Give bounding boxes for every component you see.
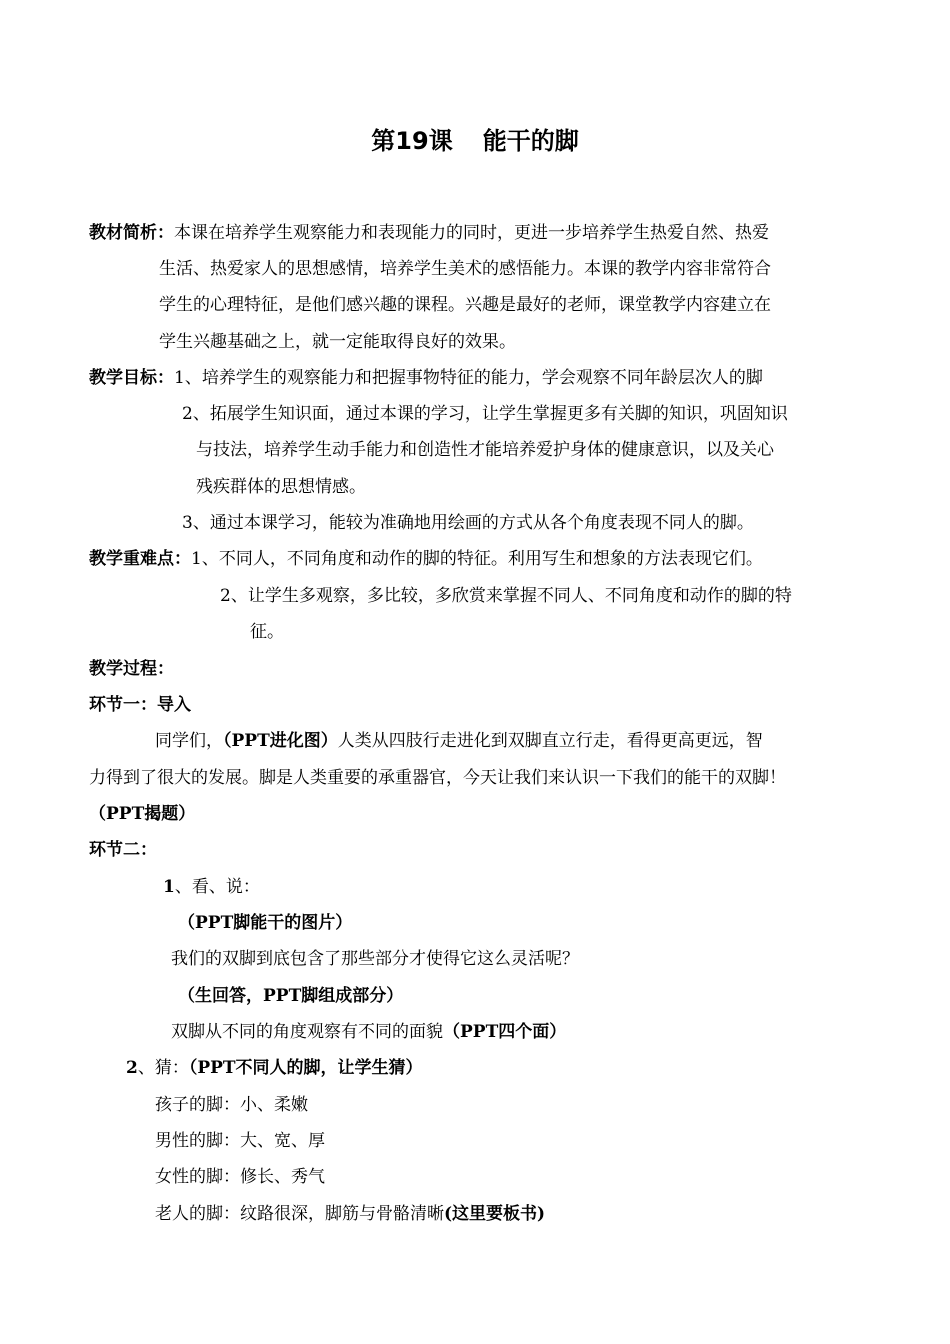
step2-question-1: 我们的双脚到底包含了那些部分才使得它这么灵活呢？	[171, 949, 579, 969]
step1-paragraph-line-1: 同学们，（PPT进化图）人类从四肢行走进化到双脚直立行走，看得更高更远，智	[155, 731, 763, 751]
goals-line-4: 残疾群体的思想情感。	[196, 477, 366, 497]
process-heading: 教学过程：	[89, 659, 174, 679]
feet-item-female: 女性的脚：修长、秀气	[155, 1167, 325, 1187]
intro-line-3: 学生的心理特征，是他们感兴趣的课程。兴趣是最好的老师，课堂教学内容建立在	[159, 295, 771, 315]
goals-line-2: 2、拓展学生知识面，通过本课的学习，让学生掌握更多有关脚的知识，巩固知识	[182, 404, 788, 424]
intro-line-2: 生活、热爱家人的思想感情，培养学生美术的感悟能力。本课的教学内容非常符合	[159, 259, 771, 279]
lesson-number: 第19课	[371, 127, 453, 155]
feet-item-elder: 老人的脚：纹路很深，脚筋与骨骼清晰(这里要板书)	[155, 1204, 546, 1224]
keypoints-label: 教学重难点：	[89, 549, 191, 569]
feet-item-male: 男性的脚：大、宽、厚	[155, 1131, 325, 1151]
keypoints-line-3: 征。	[250, 622, 284, 642]
intro-line-1: 教材简析：本课在培养学生观察能力和表现能力的同时，更进一步培养学生热爱自然、热爱	[89, 223, 769, 243]
goals-line-5: 3、通过本课学习，能较为准确地用绘画的方式从各个角度表现不同人的脚。	[182, 513, 754, 533]
keypoints-line-2: 2、让学生多观察，多比较，多欣赏来掌握不同人、不同角度和动作的脚的特	[220, 586, 792, 606]
keypoints-line-1: 教学重难点：1、不同人，不同角度和动作的脚的特征。利用写生和想象的方法表现它们。	[89, 549, 763, 569]
step1-paragraph-line-2: 力得到了很大的发展。脚是人类重要的承重器官，今天让我们来认识一下我们的能干的双脚！	[89, 768, 786, 788]
intro-label: 教材简析：	[89, 223, 174, 243]
step2-answer-1: （生回答，PPT脚组成部分）	[178, 986, 404, 1006]
step2-item2: 2、猜：（PPT不同人的脚，让学生猜）	[126, 1058, 423, 1078]
lesson-name: 能干的脚	[482, 127, 579, 155]
step1-heading: 环节一：导入	[89, 695, 191, 715]
step2-ppt-feet-images: （PPT脚能干的图片）	[178, 913, 353, 933]
goals-line-3: 与技法，培养学生动手能力和创造性才能培养爱护身体的健康意识，以及关心	[196, 440, 774, 460]
lesson-title	[0, 124, 950, 158]
step1-ppt-note: （PPT揭题）	[89, 804, 196, 824]
step2-question-2: 双脚从不同的角度观察有不同的面貌（PPT四个面）	[171, 1022, 567, 1042]
goals-line-1: 教学目标：1、培养学生的观察能力和把握事物特征的能力，学会观察不同年龄层次人的脚	[89, 368, 763, 388]
step2-heading: 环节二：	[89, 840, 157, 860]
step2-item1: 1、看、说：	[163, 877, 260, 897]
feet-item-child: 孩子的脚：小、柔嫩	[155, 1095, 308, 1115]
board-note: (这里要板书)	[444, 1204, 546, 1224]
intro-line-4: 学生兴趣基础之上，就一定能取得良好的效果。	[159, 332, 516, 352]
goals-label: 教学目标：	[89, 368, 174, 388]
